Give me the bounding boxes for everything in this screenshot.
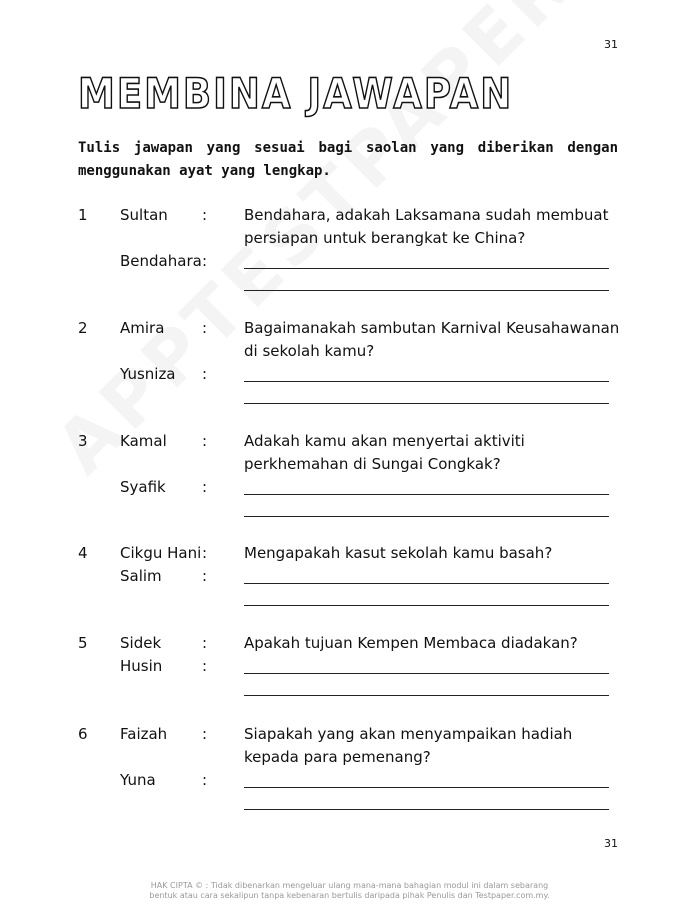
question-text: Siapakah yang akan menyampaikan hadiah kepada para pemenang? — [244, 725, 573, 766]
answer-line[interactable] — [244, 787, 609, 788]
page-number-top: 31 — [604, 38, 618, 51]
respondent-name: Yuna — [120, 771, 156, 789]
speaker-colon: : — [202, 432, 208, 450]
speaker-colon: : — [202, 206, 208, 224]
copyright-footer — [0, 881, 699, 901]
question-number: 2 — [78, 319, 88, 337]
answer-line[interactable] — [244, 809, 609, 810]
answer-line[interactable] — [244, 381, 609, 382]
speaker-name: Faizah — [120, 725, 168, 743]
answer-line[interactable] — [244, 403, 609, 404]
answer-line[interactable] — [244, 673, 609, 674]
answer-line[interactable] — [244, 290, 609, 291]
respondent-name: Husin — [120, 657, 163, 675]
speaker-name: Kamal — [120, 432, 167, 450]
respondent-colon: : — [202, 365, 208, 383]
respondent-name: Salim — [120, 567, 162, 585]
respondent-colon: : — [202, 771, 208, 789]
question-number: 1 — [78, 206, 88, 224]
question-number: 3 — [78, 432, 88, 450]
answer-line[interactable] — [244, 695, 609, 696]
speaker-name: Amira — [120, 319, 165, 337]
respondent-name: Bendahara — [120, 252, 202, 270]
footer-line-2: bentuk atau cara sekalipun tanpa kebenaran bertulis daripada pihak Penulis dan Testpaper.com.my. — [149, 891, 550, 900]
speaker-colon: : — [202, 725, 208, 743]
answer-line[interactable] — [244, 605, 609, 606]
question-number: 6 — [78, 725, 88, 743]
respondent-name: Syafik — [120, 478, 166, 496]
question-text: Bendahara, adakah Laksamana sudah membuat persiapan untuk berangkat ke China? — [244, 206, 609, 247]
answer-line[interactable] — [244, 494, 609, 495]
respondent-colon: : — [202, 567, 208, 585]
respondent-colon: : — [202, 252, 208, 270]
question-number: 4 — [78, 544, 88, 562]
question-text: Adakah kamu akan menyertai aktiviti perkhemahan di Sungai Congkak? — [244, 432, 525, 473]
respondent-colon: : — [202, 657, 208, 675]
speaker-name: Cikgu Hani — [120, 544, 202, 562]
speaker-colon: : — [202, 319, 208, 337]
speaker-colon: : — [202, 544, 208, 562]
question-text: Mengapakah kasut sekolah kamu basah? — [244, 544, 553, 562]
question-text: Apakah tujuan Kempen Membaca diadakan? — [244, 634, 578, 652]
respondent-colon: : — [202, 478, 208, 496]
answer-line[interactable] — [244, 268, 609, 269]
answer-line[interactable] — [244, 583, 609, 584]
page-number-bottom: 31 — [604, 837, 618, 850]
question-number: 5 — [78, 634, 88, 652]
speaker-colon: : — [202, 634, 208, 652]
respondent-name: Yusniza — [120, 365, 176, 383]
speaker-name: Sultan — [120, 206, 168, 224]
speaker-name: Sidek — [120, 634, 162, 652]
footer-line-1: HAK CIPTA © : Tidak dibenarkan mengeluar ulang mana-mana bahagian modul ini dalam sebarang — [150, 881, 549, 890]
page-title: MEMBINA JAWAPAN — [78, 70, 514, 119]
instruction-text: Tulis jawapan yang sesuai bagi saolan yang diberikan dengan menggunakan ayat yang lengkap. — [78, 140, 618, 179]
answer-line[interactable] — [244, 516, 609, 517]
question-text: Bagaimanakah sambutan Karnival Keusahawanan di sekolah kamu? — [244, 319, 620, 360]
